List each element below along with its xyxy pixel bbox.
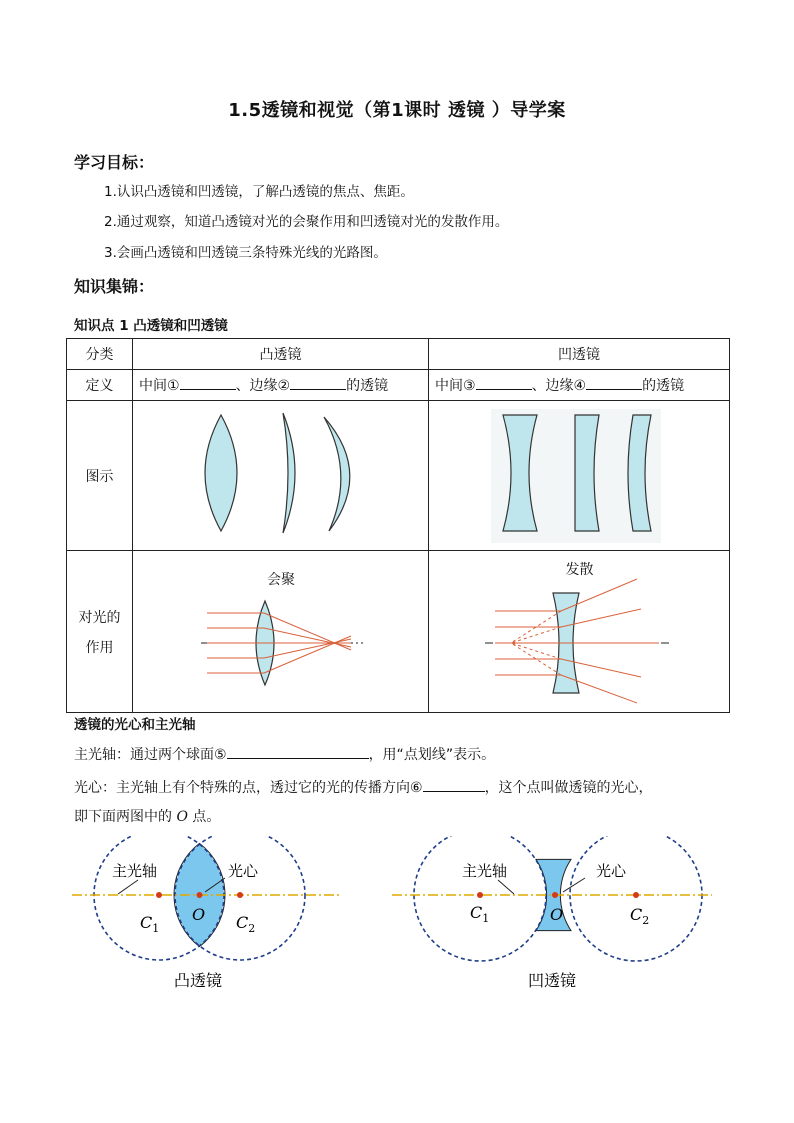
center-line2-part1: 即下面两图中的 — [74, 809, 172, 825]
biconvex-lens — [205, 415, 237, 531]
diverge-cell — [429, 551, 730, 713]
convex-caption: 凸透镜 — [174, 973, 223, 990]
objectives-heading: 学习目标： — [74, 153, 155, 172]
concave-center-label: 光心 — [596, 863, 627, 880]
optical-center-text — [74, 777, 653, 797]
diverge-label: 发散 — [565, 562, 594, 578]
optical-heading: 透镜的光心和主光轴 — [74, 717, 196, 733]
point-c2 — [633, 892, 639, 898]
concave-lens-shapes — [429, 401, 730, 546]
convex-axis-label: 主光轴 — [112, 863, 158, 880]
converge-cell — [133, 551, 429, 713]
converge-label: 会聚 — [267, 572, 295, 588]
concave-c2-label: $C_2$ — [630, 905, 650, 927]
optical-center-line2 — [74, 806, 220, 826]
header-category: 分类 — [67, 339, 133, 370]
objective-item-1: 1.认识凸透镜和凹透镜，了解凸透镜的焦点、焦距。 — [104, 184, 414, 200]
axis-label-pointer — [498, 880, 514, 894]
convex-diagram — [72, 836, 342, 990]
concave-o-label: O — [550, 905, 564, 924]
row-effect-line1: 对光的 — [78, 609, 121, 626]
header-convex: 凸透镜 — [133, 339, 429, 370]
sphere-c2 — [570, 836, 702, 961]
convex-c1-label: $C_1$ — [140, 913, 160, 935]
meniscus-convex-lens — [324, 417, 350, 531]
optical-center-diagrams — [0, 836, 794, 1006]
center-label-pointer — [563, 878, 585, 892]
blank-1[interactable] — [180, 376, 236, 390]
concave-def-part3: 的透镜 — [642, 378, 685, 394]
convex-o-label: O — [192, 905, 206, 924]
convex-lens-shapes — [133, 401, 429, 546]
optical-center-part1: 光心：主光轴上有个特殊的点，透过它的光的传播方向⑥ — [74, 780, 423, 796]
convex-c2-label: $C_2$ — [236, 913, 256, 935]
blank-5[interactable] — [227, 745, 369, 759]
row-effect-line2: 作用 — [85, 639, 114, 656]
concave-figures — [429, 401, 730, 551]
concave-definition — [429, 370, 730, 401]
blank-2[interactable] — [290, 376, 346, 390]
convex-center-label: 光心 — [228, 863, 259, 880]
convex-figures — [133, 401, 429, 551]
blank-4[interactable] — [586, 376, 642, 390]
concave-diagram — [392, 836, 712, 990]
row-figure-label: 图示 — [67, 401, 133, 551]
lens-table — [66, 338, 730, 713]
point-o — [197, 892, 203, 898]
point-c1 — [477, 892, 483, 898]
concave-c1-label: $C_1$ — [470, 903, 490, 925]
knowledge-heading: 知识集锦： — [74, 277, 155, 296]
convex-definition — [133, 370, 429, 401]
row-effect-label — [67, 551, 133, 713]
converging-rays — [207, 613, 351, 673]
page-title: 1.5透镜和视觉（第1课时 透镜 ）导学案 — [228, 100, 566, 121]
center-line2-part2: 点。 — [192, 809, 221, 825]
objective-item-2: 2.通过观察，知道凸透镜对光的会聚作用和凹透镜对光的发散作用。 — [104, 214, 509, 230]
row-definition-label: 定义 — [67, 370, 133, 401]
knowledge-point-title: 知识点 1 凸透镜和凹透镜 — [74, 318, 228, 334]
point-o — [552, 892, 558, 898]
axis-label-pointer — [118, 880, 138, 894]
point-c1 — [156, 892, 162, 898]
o-point-text: O — [176, 809, 188, 825]
main-axis-part2: ，用“点划线”表示。 — [368, 747, 496, 763]
main-axis-part1: 主光轴：通过两个球面⑤ — [74, 747, 227, 763]
main-axis-text — [74, 744, 495, 764]
objective-item-3: 3.会画凸透镜和凹透镜三条特殊光线的光路图。 — [104, 245, 387, 261]
concave-caption: 凹透镜 — [528, 973, 577, 990]
optical-center-part2: ，这个点叫做透镜的光心， — [484, 780, 653, 796]
concave-def-part2: 、边缘④ — [531, 378, 587, 394]
convex-def-part3: 的透镜 — [346, 378, 389, 394]
plano-convex-lens — [283, 413, 295, 533]
concave-axis-label: 主光轴 — [462, 863, 508, 880]
convex-def-part1: 中间① — [139, 378, 180, 394]
blank-3[interactable] — [476, 376, 532, 390]
convex-def-part2: 、边缘② — [235, 378, 291, 394]
concave-def-part1: 中间③ — [435, 378, 476, 394]
blank-6[interactable] — [423, 778, 485, 792]
header-concave: 凹透镜 — [429, 339, 730, 370]
point-c2 — [237, 892, 243, 898]
sphere-c1 — [414, 836, 546, 961]
